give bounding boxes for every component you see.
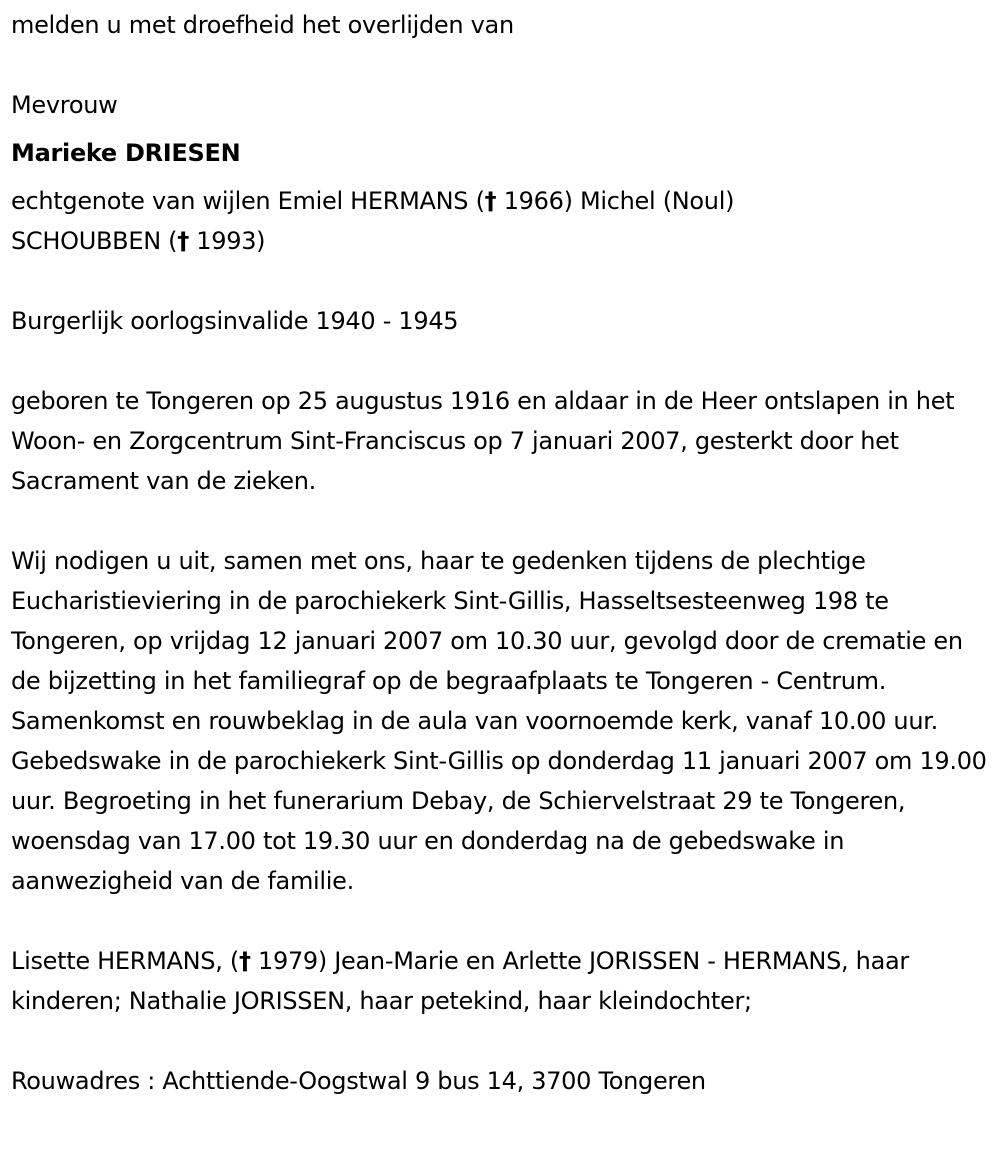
spacer [11, 261, 996, 301]
address-text: Rouwadres : Achttiende-Oogstwal 9 bus 14, 3700 Tongeren [11, 1067, 706, 1095]
salutation: Mevrouw [11, 91, 118, 119]
status-text: Burgerlijk oorlogsinvalide 1940 - 1945 [11, 307, 459, 335]
spacer [11, 45, 996, 85]
spouse-line2-prefix: SCHOUBBEN ( [11, 227, 178, 255]
family-prefix: Lisette HERMANS, ( [11, 947, 239, 975]
spacer [11, 1021, 996, 1061]
birth-death-text: geboren te Tongeren op 25 augustus 1916 en aldaar in de Heer ontslapen in het Woon- en Zorgcentrum Sint-Franciscus op 7 januari 2007, gesterkt door het Sacrament van de zieken. [11, 387, 955, 495]
spouse-year1: 1966) Michel (Noul) [503, 187, 735, 215]
spacer [11, 125, 996, 133]
spouse-year2: 1993) [196, 227, 266, 255]
spacer [11, 341, 996, 381]
cross-icon: † [484, 187, 497, 215]
spacer [11, 901, 996, 941]
ceremony-text: Wij nodigen u uit, samen met ons, haar te gedenken tijdens de plechtige Eucharistieviering in de parochiekerk Sint-Gillis, Hasseltsesteenweg 198 te Tongeren, op vrijdag 12 januari 2007 om 10.30 uur, gevolgd door de crematie en de bijzetting in het familiegraf op de begraafplaats te Tongeren - Centrum. Samenkomst en rouwbeklag in de aula van voornoemde kerk, vanaf 10.00 uur. Gebedswake in de parochiekerk Sint-Gillis op donderdag 11 januari 2007 om 19.00 uur. Begroeting in het funerarium Debay, de Schiervelstraat 29 te Tongeren, woensdag van 17.00 tot 19.30 uur en donderdag na de gebedswake in aanwezigheid van de familie. [11, 547, 987, 895]
spacer [11, 501, 996, 541]
family-rest: 1979) Jean-Marie en Arlette JORISSEN - HERMANS, haar kinderen; Nathalie JORISSEN, haar petekind, haar kleindochter; [11, 947, 909, 1015]
obituary-document [11, 5, 996, 1101]
spouse-text [11, 181, 996, 261]
deceased-name: Marieke DRIESEN [11, 139, 241, 167]
cross-icon: † [238, 947, 251, 975]
intro-text: melden u met droefheid het overlijden van [11, 11, 514, 39]
spouse-prefix: echtgenote van wijlen Emiel HERMANS ( [11, 187, 485, 215]
cross-icon: † [177, 227, 189, 255]
spacer [11, 173, 996, 181]
family-text [11, 941, 996, 1021]
